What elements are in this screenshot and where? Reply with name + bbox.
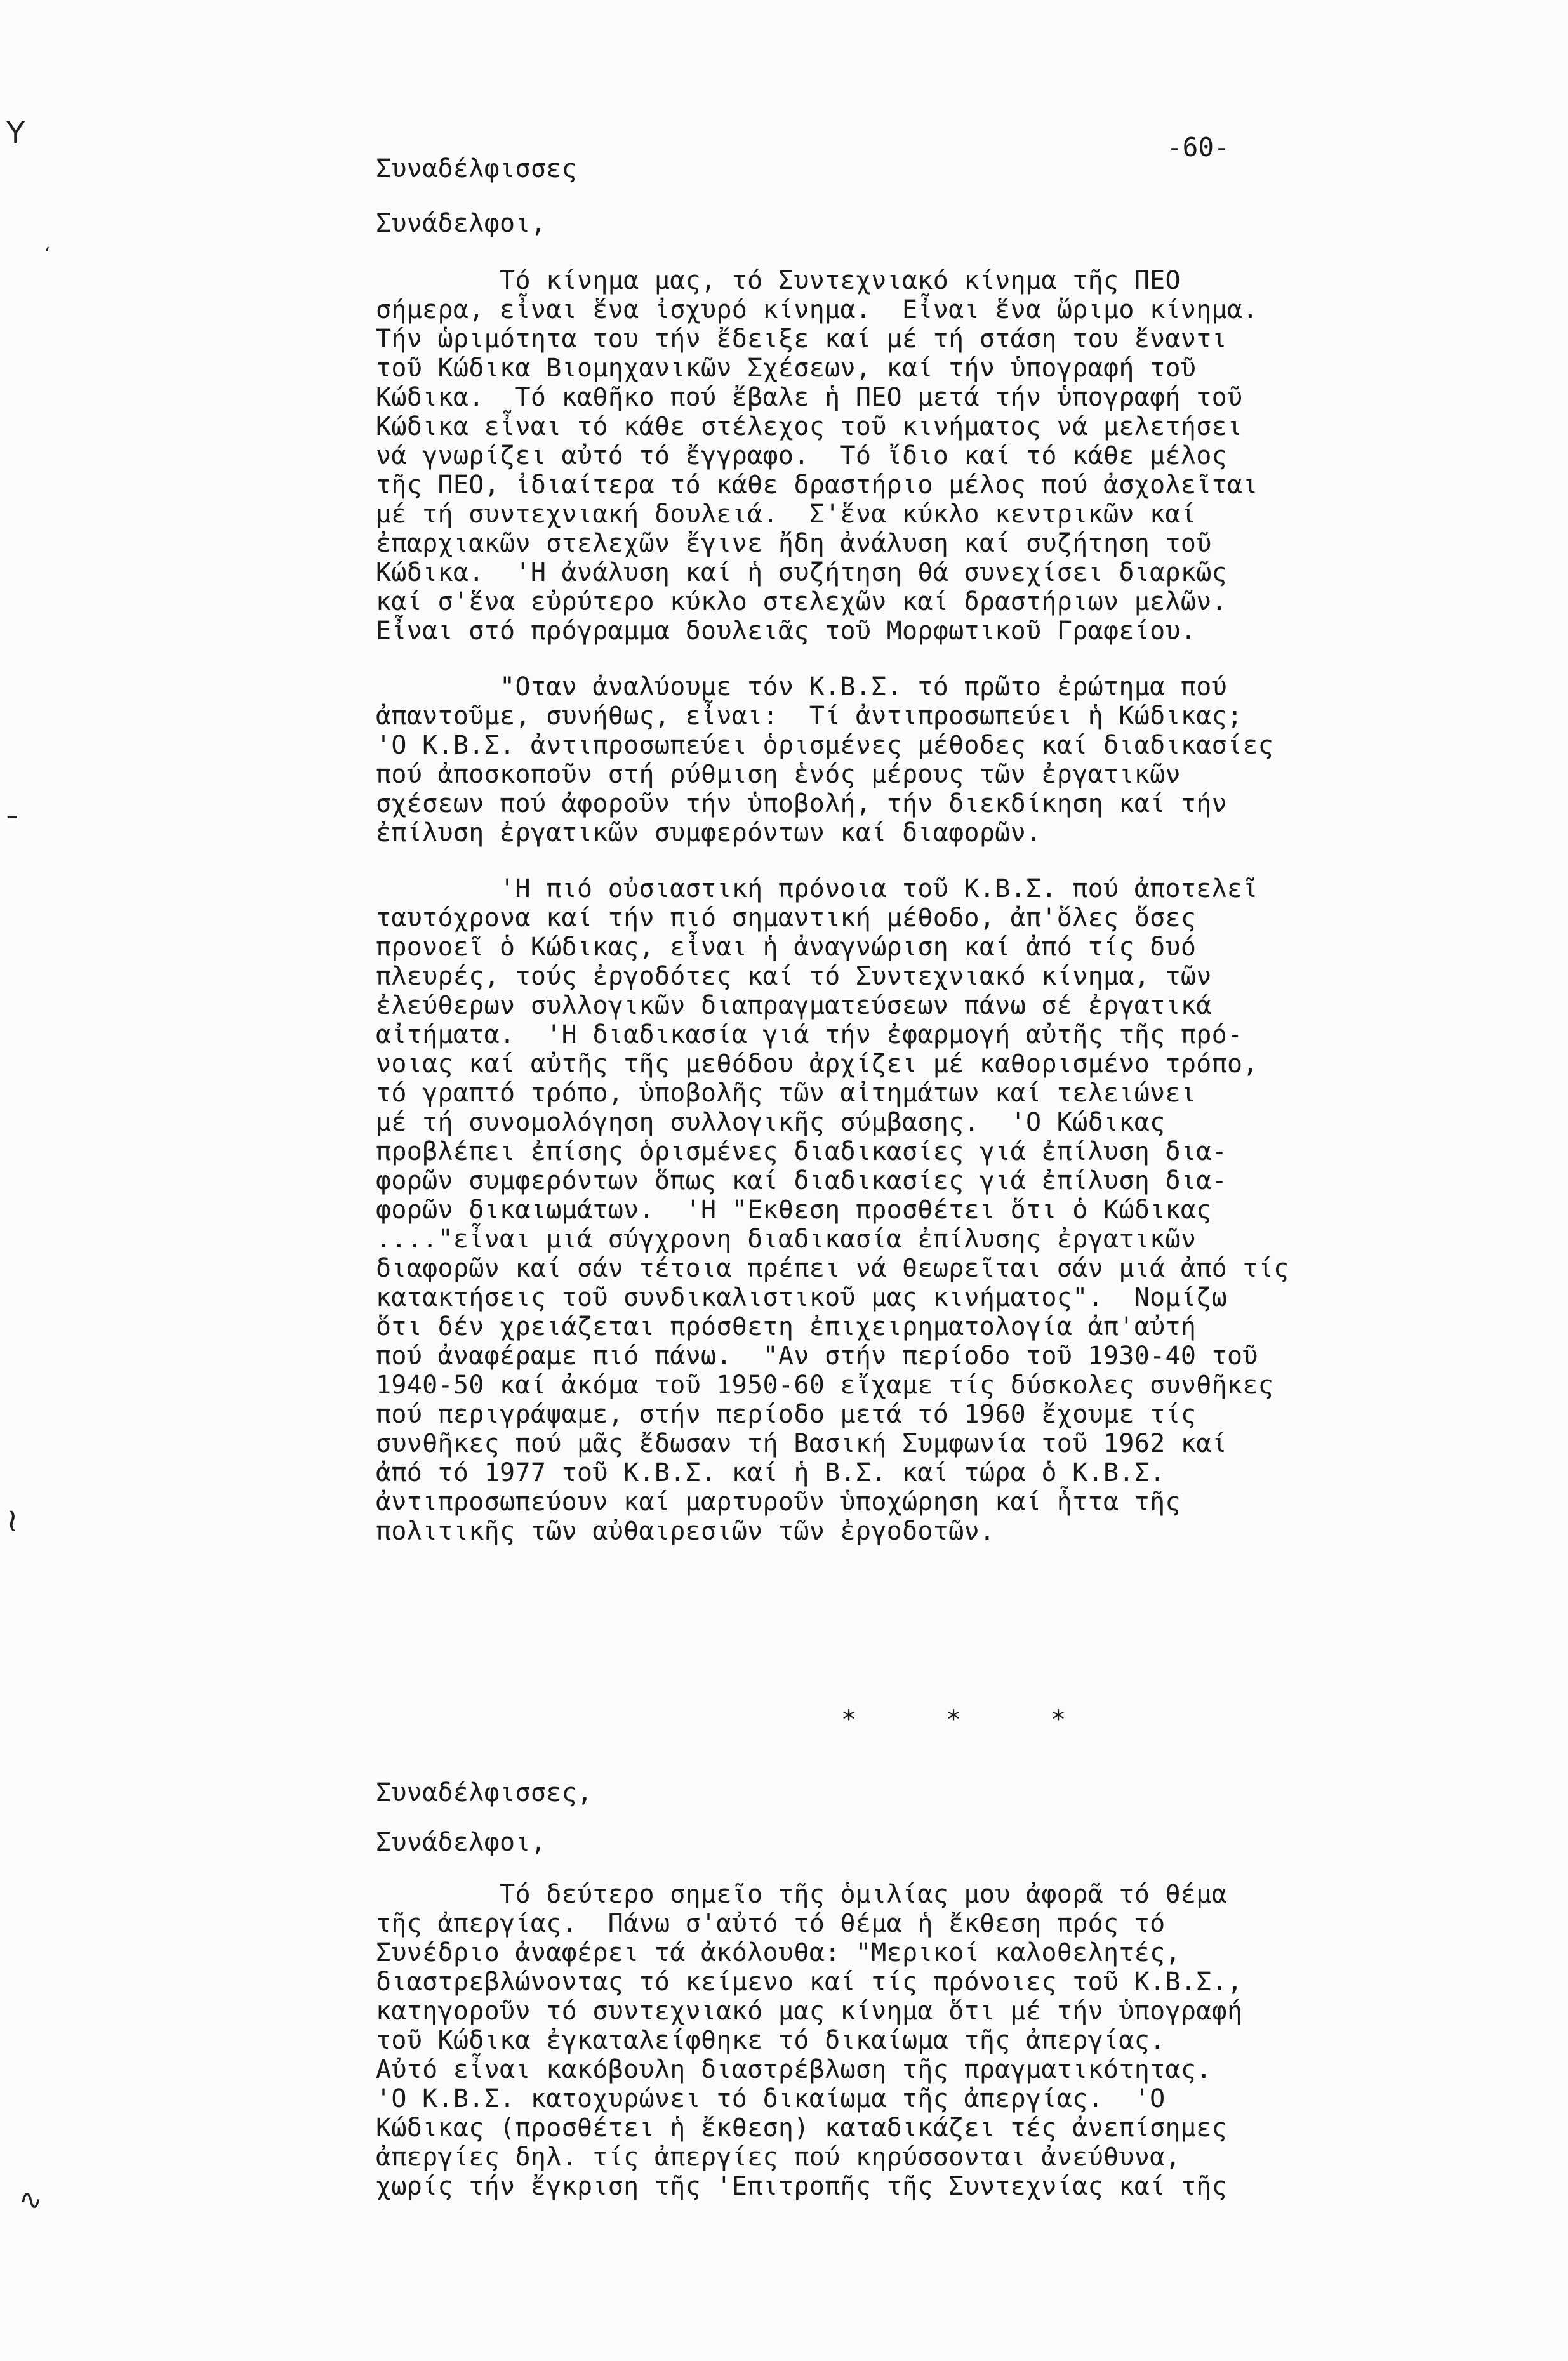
text-line: ...."εἶναι μιά σύγχρονη διαδικασία ἐπίλυσης ἐργατικῶν [376,1225,1197,1254]
text-line: Αὐτό εἶναι κακόβουλη διαστρέβλωση τῆς πραγματικότητας. [376,2055,1212,2084]
text-line: Κώδικα. Τό καθῆκο πού ἔβαλε ἡ ΠΕΟ μετά τήν ὑπογραφή τοῦ [376,383,1243,412]
text-line: Κώδικα. 'Η ἀνάλυση καί ἡ συζήτηση θά συνεχίσει διαρκῶς [376,558,1228,587]
text-line: τῆς ΠΕΟ, ἰδιαίτερα τό κάθε δραστήριο μέλος πού ἀσχολεῖται [376,470,1258,500]
separator-star: * [1051,1705,1066,1734]
text-line: διαφορῶν καί σάν τέτοια πρέπει νά θεωρεῖται σάν μιά ἀπό τίς [376,1254,1289,1283]
text-line: φορῶν δικαιωμάτων. 'Η "Εκθεση προσθέτει ὅτι ὁ Κώδικας [376,1195,1212,1225]
text-line: 'Ο Κ.Β.Σ. ἀντιπροσωπεύει ὁρισμένες μέθοδες καί διαδικασίες [376,731,1274,760]
margin-mark-mid: – [6,803,18,829]
margin-mark-dash: ‘ [44,244,51,266]
text-line: Τήν ὡριμότητα του τήν ἔδειξε καί μέ τή στάση του ἔναντι [376,324,1228,354]
text-line: συνθῆκες πού μᾶς ἔδωσαν τή Βασική Συμφωνία τοῦ 1962 καί [376,1429,1228,1458]
salutation-line: Συναδέλφισσες, [376,1778,593,1807]
text-line: ἐπίλυση ἐργατικῶν συμφερόντων καί διαφορῶν. [376,818,1042,848]
text-line: ἀντιπροσωπεύουν καί μαρτυροῦν ὑποχώρηση καί ἧττα τῆς [376,1487,1181,1517]
text-line: αἰτήματα. 'Η διαδικασία γιά τήν ἐφαρμογή αὐτῆς τῆς πρό- [376,1020,1243,1049]
text-line: 'Ο Κ.Β.Σ. κατοχυρώνει τό δικαίωμα τῆς ἀπεργίας. 'Ο [376,2084,1166,2113]
text-line: πλευρές, τούς ἐργοδότες καί τό Συντεχνιακό κίνημα, τῶν [376,962,1212,991]
margin-mark-lower: ≀ [6,1501,18,1538]
text-line: καί σ'ἕνα εὐρύτερο κύκλο στελεχῶν καί δραστήριων μελῶν. [376,587,1228,616]
text-line: πού ἀναφέραμε πιό πάνω. "Αν στήν περίοδο τοῦ 1930-40 τοῦ [376,1341,1258,1371]
text-line: κατακτήσεις τοῦ συνδικαλιστικοῦ μας κινήματος". Νομίζω [376,1283,1228,1312]
text-line: νοιας καί αὐτῆς τῆς μεθόδου ἀρχίζει μέ καθορισμένο τρόπο, [376,1049,1258,1079]
salutation-line: Συνάδελφοι, [376,1828,547,1857]
separator-star: * [946,1705,962,1734]
text-line: τό γραπτό τρόπο, ὑποβολῆς τῶν αἰτημάτων καί τελειώνει [376,1079,1197,1108]
text-line: μέ τή συνομολόγηση συλλογικῆς σύμβασης. 'Ο Κώδικας [376,1108,1166,1137]
text-line: σχέσεων πού ἀφοροῦν τήν ὑποβολή, τήν διεκδίκηση καί τήν [376,789,1228,818]
text-line: ἐλεύθερων συλλογικῶν διαπραγματεύσεων πάνω σέ ἐργατικά [376,991,1212,1020]
text-line: χωρίς τήν ἔγκριση τῆς 'Επιτροπῆς τῆς Συντεχνίας καί τῆς [376,2172,1228,2201]
text-line: Εἶναι στό πρόγραμμα δουλειᾶς τοῦ Μορφωτικοῦ Γραφείου. [376,616,1197,646]
page-number: -60- [1167,132,1230,163]
separator-star: * [841,1705,857,1734]
text-line: πολιτικῆς τῶν αὐθαιρεσιῶν τῶν ἐργοδοτῶν. [376,1517,995,1546]
text-line: κατηγοροῦν τό συντεχνιακό μας κίνημα ὅτι μέ τήν ὑπογραφή [376,1997,1243,2026]
text-line: ἀπαντοῦμε, συνήθως, εἶναι: Τί ἀντιπροσωπεύει ἡ Κώδικας; [376,702,1243,731]
text-line: πού περιγράψαμε, στήν περίοδο μετά τό 1960 ἔχουμε τίς [376,1400,1197,1429]
text-line: νά γνωρίζει αὐτό τό ἔγγραφο. Τό ἴδιο καί τό κάθε μέλος [376,441,1228,470]
text-line: ταυτόχρονα καί τήν πιό σημαντική μέθοδο, ἀπ'ὅλες ὅσες [376,903,1197,933]
text-line: προβλέπει ἐπίσης ὁρισμένες διαδικασίες γιά ἐπίλυση δια- [376,1137,1228,1166]
salutation-line: Συνάδελφοι, [376,209,547,238]
text-line: ἀπό τό 1977 τοῦ Κ.Β.Σ. καί ἡ Β.Σ. καί τώρα ὁ Κ.Β.Σ. [376,1458,1166,1487]
margin-mark-top: Y [6,116,25,151]
text-line: ἐπαρχιακῶν στελεχῶν ἔγινε ἤδη ἀνάλυση καί συζήτηση τοῦ [376,529,1212,558]
text-line: σήμερα, εἶναι ἕνα ἰσχυρό κίνημα. Εἶναι ἕνα ὥριμο κίνημα. [376,295,1258,324]
text-line: ὅτι δέν χρειάζεται πρόσθετη ἐπιχειρηματολογία ἀπ'αὐτή [376,1312,1197,1341]
text-line: διαστρεβλώνοντας τό κείμενο καί τίς πρόνοιες τοῦ Κ.Β.Σ., [376,1967,1243,1997]
text-line: 1940-50 καί ἀκόμα τοῦ 1950-60 εἴχαμε τίς δύσκολες συνθῆκες [376,1371,1274,1400]
salutation-line: Συναδέλφισσες [376,154,577,183]
text-line: Κώδικας (προσθέτει ἡ ἔκθεση) καταδικάζει τές ἀνεπίσημες [376,2113,1228,2143]
text-line: Συνέδριο ἀναφέρει τά ἀκόλουθα: "Μερικοί καλοθελητές, [376,1938,1181,1967]
text-line: "Οταν ἀναλύουμε τόν Κ.Β.Σ. τό πρῶτο ἐρώτημα πού [376,672,1228,702]
text-line: ἀπεργίες δηλ. τίς ἀπεργίες πού κηρύσσονται ἀνεύθυνα, [376,2143,1181,2172]
margin-mark-bottom: ∿ [19,2184,43,2216]
text-line: τοῦ Κώδικα Βιομηχανικῶν Σχέσεων, καί τήν ὑπογραφή τοῦ [376,354,1197,383]
text-line: 'Η πιό οὐσιαστική πρόνοια τοῦ Κ.Β.Σ. πού ἀποτελεῖ [376,874,1258,903]
text-line: προνοεῖ ὁ Κώδικας, εἶναι ἡ ἀναγνώριση καί ἀπό τίς δυό [376,933,1197,962]
text-line: Τό κίνημα μας, τό Συντεχνιακό κίνημα τῆς ΠΕΟ [376,266,1181,295]
text-line: πού ἀποσκοποῦν στή ρύθμιση ἑνός μέρους τῶν ἐργατικῶν [376,760,1181,789]
text-line: φορῶν συμφερόντων ὅπως καί διαδικασίες γιά ἐπίλυση δια- [376,1166,1228,1195]
text-line: τῆς ἀπεργίας. Πάνω σ'αὐτό τό θέμα ἡ ἔκθεση πρός τό [376,1909,1166,1938]
text-line: Κώδικα εἶναι τό κάθε στέλεχος τοῦ κινήματος νά μελετήσει [376,412,1243,441]
text-line: Τό δεύτερο σημεῖο τῆς ὁμιλίας μου ἀφορᾶ τό θέμα [376,1880,1228,1909]
text-line: μέ τή συντεχνιακή δουλειά. Σ'ἕνα κύκλο κεντρικῶν καί [376,500,1197,529]
text-line: τοῦ Κώδικα ἐγκαταλείφθηκε τό δικαίωμα τῆς ἀπεργίας. [376,2026,1166,2055]
